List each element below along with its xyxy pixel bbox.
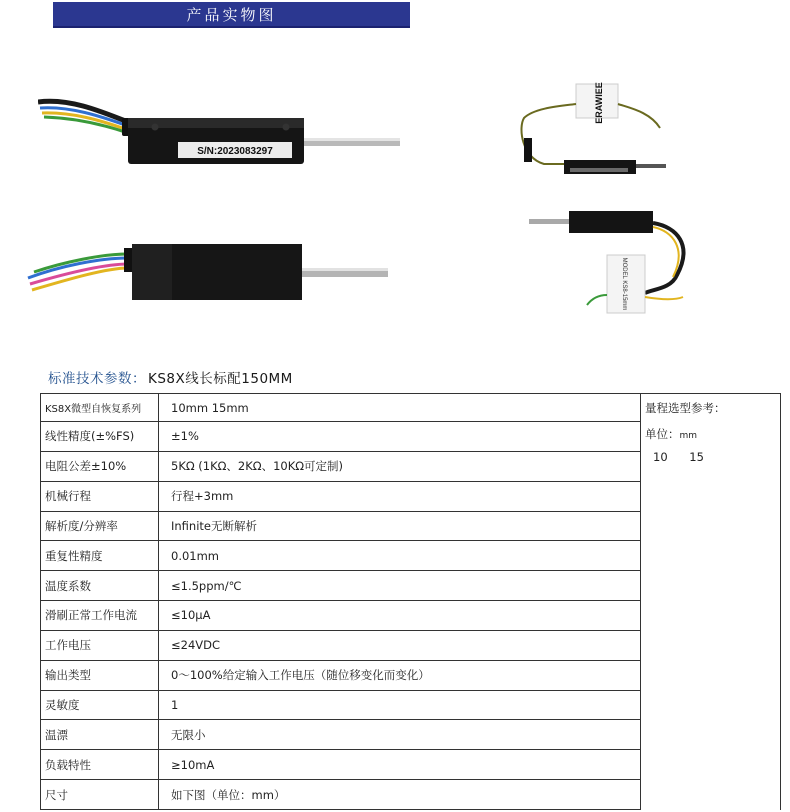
banner-title: 产品实物图	[53, 2, 410, 28]
spec-value: 5KΩ (1KΩ、2KΩ、10KΩ可定制)	[159, 451, 641, 481]
spec-label: 温漂	[41, 720, 159, 750]
spec-label: 滑刷正常工作电流	[41, 601, 159, 631]
table-row	[41, 394, 781, 422]
spec-value: 如下图（单位：mm）	[159, 780, 641, 810]
spec-value: ≥10mA	[159, 750, 641, 780]
spec-label: 机械行程	[41, 481, 159, 511]
product-photo-sensor-side	[20, 238, 400, 308]
spec-table	[40, 393, 781, 810]
spec-value: Infinite无断解析	[159, 511, 641, 541]
spec-section-title	[48, 367, 293, 387]
tag-brand-text: ERAWIEE	[594, 82, 604, 124]
spec-value: 0～100%给定输入工作电压（随位移变化而变化）	[159, 660, 641, 690]
range-selection-title: 量程选型参考：	[645, 401, 726, 415]
spec-label: 工作电压	[41, 630, 159, 660]
spec-value: ≤10μA	[159, 601, 641, 631]
range-selection-panel	[641, 394, 781, 810]
spec-value: ±1%	[159, 422, 641, 452]
serial-label: S/N:2023083297	[197, 146, 273, 157]
spec-label: 尺寸	[41, 780, 159, 810]
spec-value: 1	[159, 690, 641, 720]
spec-value: ≤24VDC	[159, 630, 641, 660]
spec-value: 无限小	[159, 720, 641, 750]
spec-value: ≤1.5ppm/℃	[159, 571, 641, 601]
range-unit-row	[645, 426, 776, 442]
spec-value: 10mm 15mm	[159, 394, 641, 422]
spec-label: 解析度/分辨率	[41, 511, 159, 541]
spec-label: 灵敏度	[41, 690, 159, 720]
range-unit-label: 单位：	[645, 427, 680, 441]
product-photo-tagged-bottom	[527, 205, 687, 315]
spec-label: 负载特性	[41, 750, 159, 780]
range-unit: mm	[679, 431, 698, 441]
spec-value: 0.01mm	[159, 541, 641, 571]
spec-label: 温度系数	[41, 571, 159, 601]
spec-label: 电阻公差±10%	[41, 451, 159, 481]
spec-value: 行程+3mm	[159, 481, 641, 511]
spec-title-prefix: 标准技术参数：	[48, 371, 146, 387]
spec-label: 重复性精度	[41, 541, 159, 571]
range-values: 10 15	[653, 450, 704, 464]
spec-title-model: KS8X线长标配150MM	[148, 371, 293, 387]
spec-label: 线性精度(±%FS)	[41, 422, 159, 452]
product-photo-tagged-top	[520, 78, 670, 186]
product-photo-sensor-top	[38, 90, 408, 170]
tag-model-text: MODEL KS8-15mm	[621, 257, 627, 311]
spec-label: 输出类型	[41, 660, 159, 690]
spec-label: KS8X微型自恢复系列	[41, 394, 159, 422]
